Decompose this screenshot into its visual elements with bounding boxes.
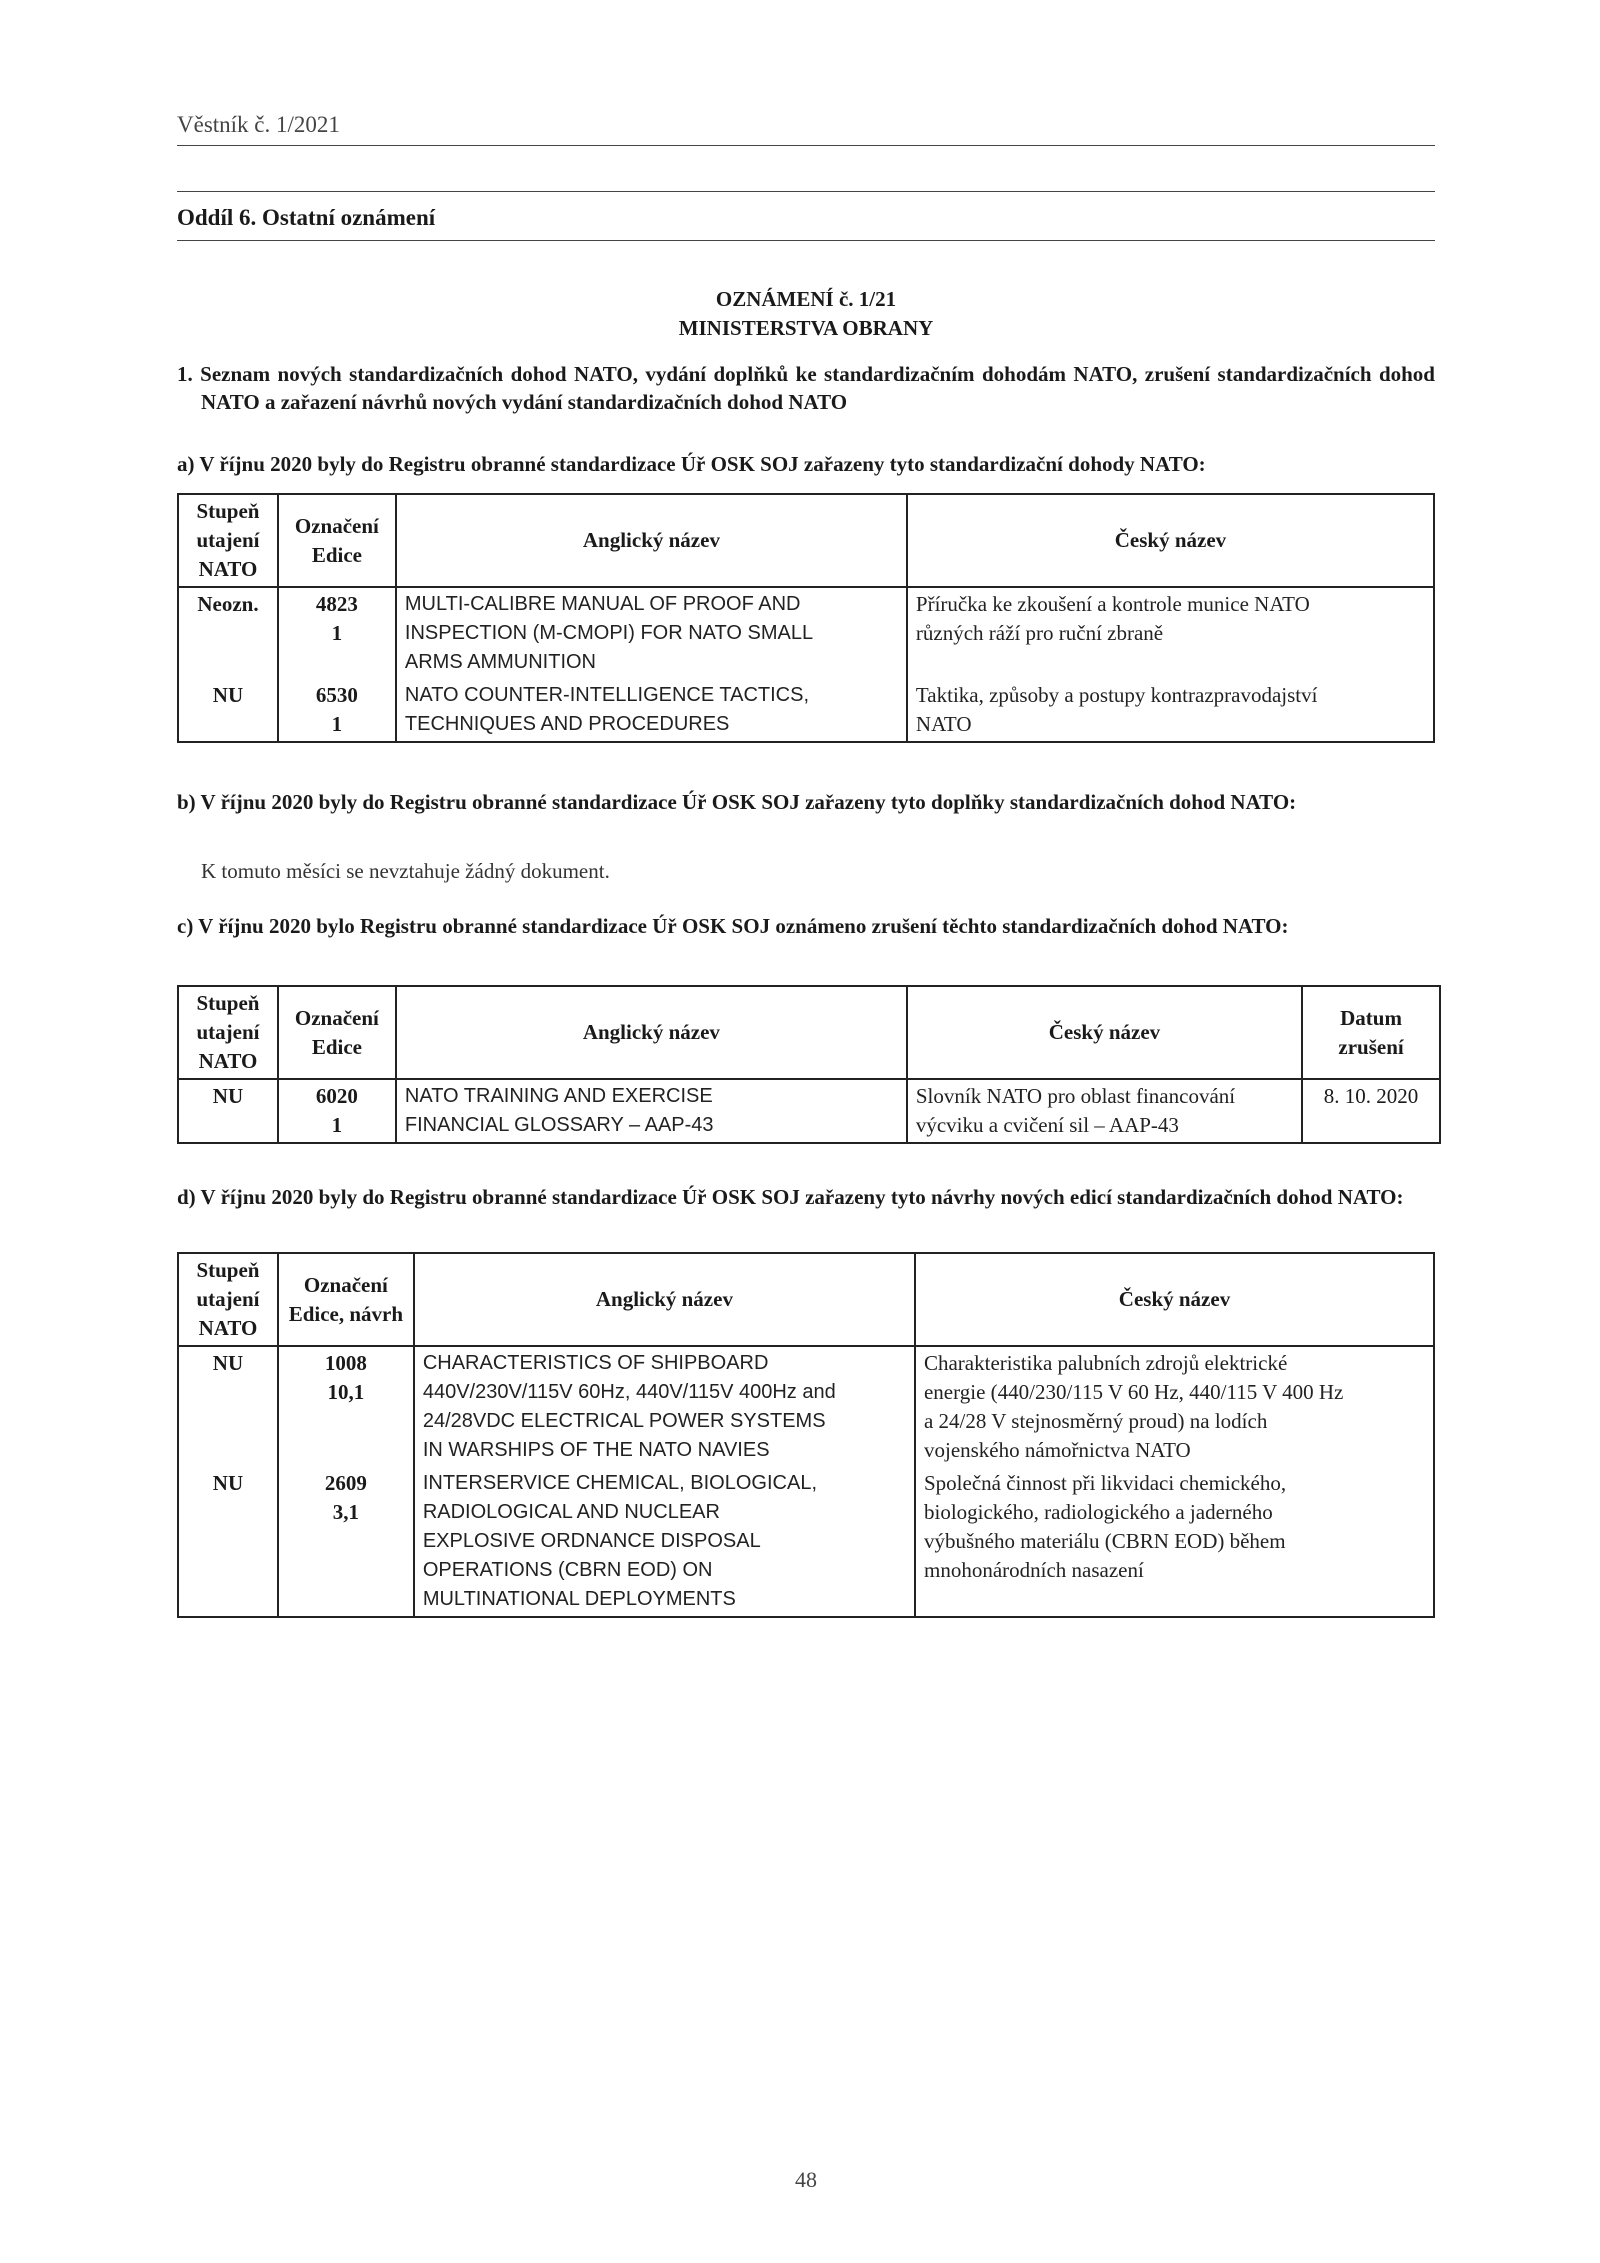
table-row bbox=[178, 679, 1434, 742]
table-c bbox=[177, 985, 1441, 1144]
section-a-heading-text: a) V říjnu 2020 byly do Registru obranné standardizace Úř OSK SOJ zařazeny tyto standardizační dohody NATO: bbox=[177, 452, 1206, 476]
cell-english-title: MULTI-CALIBRE MANUAL OF PROOF AND INSPECTION (M-CMOPI) FOR NATO SMALL ARMS AMMUNITION bbox=[396, 587, 907, 679]
cell-english-title: NATO TRAINING AND EXERCISE FINANCIAL GLOSSARY – AAP-43 bbox=[396, 1079, 907, 1143]
table-d bbox=[177, 1252, 1435, 1618]
header-english-title: Anglický název bbox=[396, 986, 907, 1079]
header-designation: Označení Edice bbox=[278, 986, 396, 1079]
table-row bbox=[178, 1346, 1434, 1467]
notice-title-line2: MINISTERSTVA OBRANY bbox=[678, 316, 934, 340]
cell-classification: NU bbox=[178, 679, 278, 742]
section-b-heading-text: b) V říjnu 2020 byly do Registru obranné standardizace Úř OSK SOJ zařazeny tyto doplňky standardizačních dohod NATO: bbox=[177, 790, 1297, 814]
cell-english-title: CHARACTERISTICS OF SHIPBOARD 440V/230V/115V 60Hz, 440V/115V 400Hz and 24/28VDC ELECTRICAL POWER SYSTEMS IN WARSHIPS OF THE NATO NAVIES bbox=[414, 1346, 915, 1467]
cell-czech-title: Charakteristika palubních zdrojů elektrické energie (440/230/115 V 60 Hz, 440/115 V 400 Hz a 24/28 V stejnosměrný proud) na lodích vojenského námořnictva NATO bbox=[915, 1346, 1434, 1467]
header-czech-title: Český název bbox=[915, 1253, 1434, 1346]
cell-designation: 4823 1 bbox=[278, 587, 396, 679]
cell-czech-title: Slovník NATO pro oblast financování výcviku a cvičení sil – AAP-43 bbox=[907, 1079, 1302, 1143]
cell-designation: 1008 10,1 bbox=[278, 1346, 414, 1467]
header-classification: Stupeň utajení NATO bbox=[178, 986, 278, 1079]
notice-title-line1: OZNÁMENÍ č. 1/21 bbox=[715, 287, 897, 311]
header-rule bbox=[177, 145, 1435, 146]
header-english-title: Anglický název bbox=[396, 494, 907, 587]
section-c-heading bbox=[177, 912, 1435, 940]
cell-cancel-date: 8. 10. 2020 bbox=[1302, 1079, 1440, 1143]
cell-classification: NU bbox=[178, 1467, 278, 1617]
intro-text: 1. Seznam nových standardizačních dohod NATO, vydání doplňků ke standardizačním dohodám NATO, zrušení standardizačních dohod NATO a zařazení návrhů nových vydání standardizačních dohod NATO bbox=[177, 362, 1435, 414]
section-a-heading bbox=[177, 450, 1435, 478]
section-b-note: K tomuto měsíci se nevztahuje žádný dokument. bbox=[201, 859, 610, 883]
section-b-heading bbox=[177, 788, 1435, 816]
header-czech-title: Český název bbox=[907, 986, 1302, 1079]
cell-english-title: INTERSERVICE CHEMICAL, BIOLOGICAL, RADIOLOGICAL AND NUCLEAR EXPLOSIVE ORDNANCE DISPOSAL OPERATIONS (CBRN EOD) ON MULTINATIONAL DEPLOYMENTS bbox=[414, 1467, 915, 1617]
header-english-title: Anglický název bbox=[414, 1253, 915, 1346]
section-rule-top bbox=[177, 191, 1435, 192]
notice-title bbox=[177, 285, 1435, 343]
table-row bbox=[178, 1467, 1434, 1617]
cell-czech-title: Příručka ke zkoušení a kontrole munice NATO různých ráží pro ruční zbraně bbox=[907, 587, 1434, 679]
cell-classification: NU bbox=[178, 1346, 278, 1467]
page-number: 48 bbox=[795, 2167, 817, 2192]
header-classification: Stupeň utajení NATO bbox=[178, 1253, 278, 1346]
cell-czech-title: Taktika, způsoby a postupy kontrazpravodajství NATO bbox=[907, 679, 1434, 742]
running-head: Věstník č. 1/2021 bbox=[177, 112, 340, 137]
section-c-heading-text: c) V říjnu 2020 bylo Registru obranné standardizace Úř OSK SOJ oznámeno zrušení těchto standardizačních dohod NATO: bbox=[177, 914, 1289, 938]
section-d-heading bbox=[177, 1183, 1435, 1211]
cell-designation: 6530 1 bbox=[278, 679, 396, 742]
section-rule-bottom bbox=[177, 240, 1435, 241]
table-c-header-row bbox=[178, 986, 1440, 1079]
header-czech-title: Český název bbox=[907, 494, 1434, 587]
header-designation: Označení Edice bbox=[278, 494, 396, 587]
cell-classification: NU bbox=[178, 1079, 278, 1143]
section-title: Oddíl 6. Ostatní oznámení bbox=[177, 205, 436, 230]
cell-classification: Neozn. bbox=[178, 587, 278, 679]
header-classification: Stupeň utajení NATO bbox=[178, 494, 278, 587]
section-d-heading-text: d) V říjnu 2020 byly do Registru obranné standardizace Úř OSK SOJ zařazeny tyto návrhy nových edicí standardizačních dohod NATO: bbox=[177, 1185, 1404, 1209]
header-designation: Označení Edice, návrh bbox=[278, 1253, 414, 1346]
table-a-header-row bbox=[178, 494, 1434, 587]
cell-designation: 6020 1 bbox=[278, 1079, 396, 1143]
cell-czech-title: Společná činnost při likvidaci chemického, biologického, radiologického a jaderného výbušného materiálu (CBRN EOD) během mnohonárodních nasazení bbox=[915, 1467, 1434, 1617]
table-a bbox=[177, 493, 1435, 743]
table-row bbox=[178, 587, 1434, 679]
cell-designation: 2609 3,1 bbox=[278, 1467, 414, 1617]
table-d-header-row bbox=[178, 1253, 1434, 1346]
header-cancel-date: Datum zrušení bbox=[1302, 986, 1440, 1079]
cell-english-title: NATO COUNTER-INTELLIGENCE TACTICS, TECHNIQUES AND PROCEDURES bbox=[396, 679, 907, 742]
intro-paragraph bbox=[177, 360, 1435, 416]
table-row bbox=[178, 1079, 1440, 1143]
